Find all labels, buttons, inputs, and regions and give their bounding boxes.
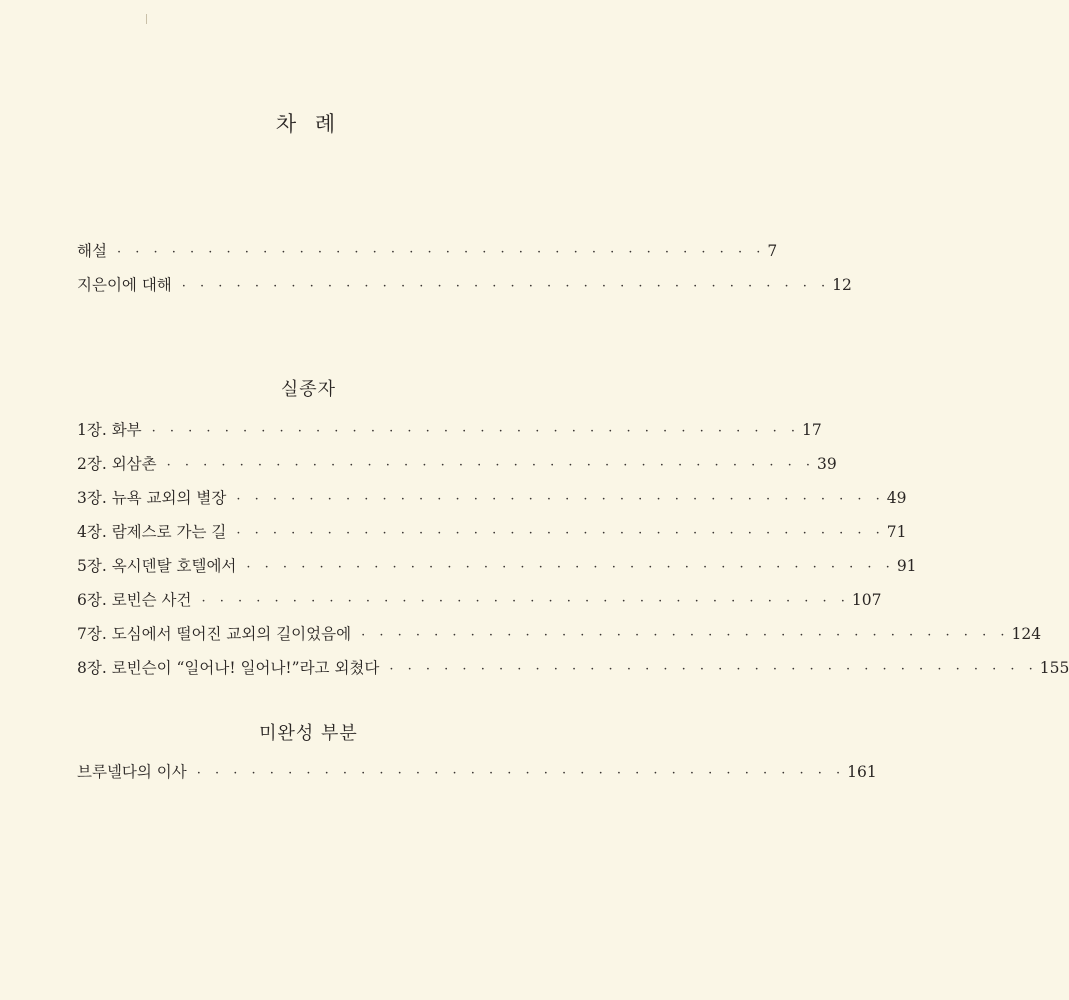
- entry-title: 4장. 람제스로 가는 길: [77, 523, 227, 541]
- dot-leader: · · · · · · · · · · · · · · · · · · · · · · · · · · · · · · · · · · · ·: [151, 424, 801, 439]
- section-list: [77, 418, 1069, 690]
- dot-leader: · · · · · · · · · · · · · · · · · · · · · · · · · · · · · · · · · · · ·: [116, 245, 766, 260]
- dot-leader: · · · · · · · · · · · · · · · · · · · · · · · · · · · · · · · · · · · ·: [246, 560, 895, 575]
- dot-leader: · · · · · · · · · · · · · · · · · · · · · · · · · · · · · · · · · · · ·: [236, 492, 885, 507]
- scan-mark: [146, 14, 147, 24]
- toc-entry[interactable]: [77, 622, 1042, 656]
- toc-entry[interactable]: [77, 486, 907, 520]
- entry-title: 3장. 뉴욕 교외의 별장: [77, 489, 227, 507]
- entry-page-number: 161: [847, 763, 877, 781]
- entry-page-number: 107: [851, 591, 882, 609]
- dot-leader: · · · · · · · · · · · · · · · · · · · · · · · · · · · · · · · · · · · ·: [166, 458, 816, 473]
- dot-leader: · · · · · · · · · · · · · · · · · · · · · · · · · · · · · · · · · · · ·: [236, 526, 885, 541]
- dot-leader: · · · · · · · · · · · · · · · · · · · · · · · · · · · · · · · · · · · ·: [181, 279, 831, 294]
- entry-title: 7장. 도심에서 떨어진 교외의 길이었음에: [77, 625, 352, 643]
- toc-entry[interactable]: [77, 520, 907, 554]
- intro-list: [77, 239, 852, 307]
- entry-page-number: 39: [817, 455, 837, 473]
- toc-entry[interactable]: [77, 760, 877, 794]
- entry-page-number: 12: [832, 276, 852, 294]
- toc-entry[interactable]: [77, 452, 837, 486]
- entry-page-number: 49: [886, 489, 907, 507]
- entry-title: 1장. 화부: [77, 421, 142, 439]
- toc-entry[interactable]: [77, 656, 1069, 690]
- entry-title: 5장. 옥시덴탈 호텔에서: [77, 557, 237, 575]
- section-title: 미완성 부분: [259, 723, 358, 744]
- entry-page-number: 91: [896, 557, 917, 575]
- toc-entry[interactable]: [77, 239, 778, 273]
- entry-page-number: 7: [767, 242, 778, 260]
- toc-entry[interactable]: [77, 588, 882, 622]
- page-title: 차 례: [275, 112, 342, 136]
- entry-title: 6장. 로빈슨 사건: [77, 591, 192, 609]
- entry-title: 8장. 로빈슨이 “일어나! 일어나!”라고 외쳤다: [77, 659, 380, 677]
- toc-entry[interactable]: [77, 418, 822, 452]
- entry-page-number: 17: [802, 421, 822, 439]
- dot-leader: · · · · · · · · · · · · · · · · · · · · · · · · · · · · · · · · · · · ·: [389, 662, 1038, 677]
- dot-leader: · · · · · · · · · · · · · · · · · · · · · · · · · · · · · · · · · · · ·: [196, 766, 846, 781]
- entry-page-number: 155: [1039, 659, 1069, 677]
- toc-entry[interactable]: [77, 554, 917, 588]
- section-list: [77, 760, 877, 794]
- entry-title: 해설: [77, 242, 107, 260]
- entry-title: 브루넬다의 이사: [77, 763, 187, 781]
- entry-page-number: 124: [1011, 625, 1042, 643]
- dot-leader: · · · · · · · · · · · · · · · · · · · · · · · · · · · · · · · · · · · ·: [201, 594, 850, 609]
- entry-page-number: 71: [886, 523, 907, 541]
- dot-leader: · · · · · · · · · · · · · · · · · · · · · · · · · · · · · · · · · · · ·: [361, 628, 1010, 643]
- entry-title: 지은이에 대해: [77, 276, 172, 294]
- section-title: 실종자: [280, 379, 337, 400]
- toc-entry[interactable]: [77, 273, 852, 307]
- entry-title: 2장. 외삼촌: [77, 455, 157, 473]
